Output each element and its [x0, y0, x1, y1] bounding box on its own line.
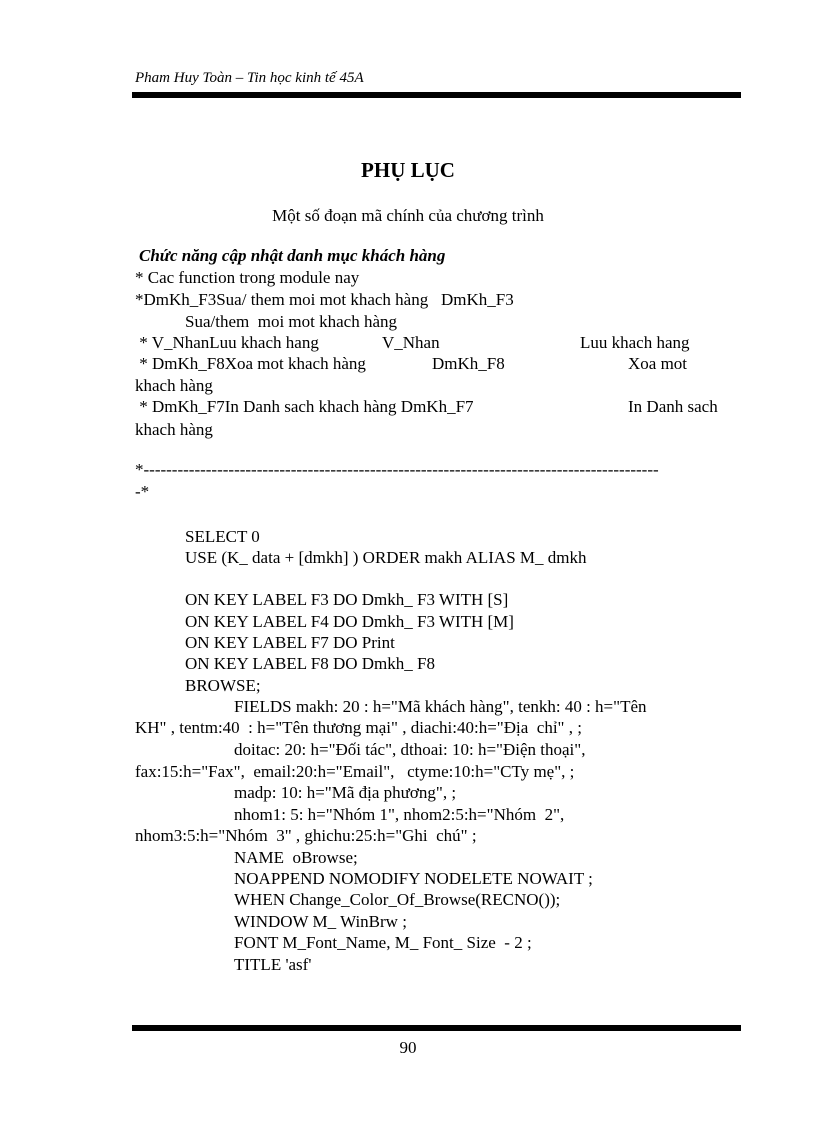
code-line: NAME oBrowse;: [234, 848, 358, 867]
code-line: TITLE 'asf': [234, 955, 312, 974]
code-line: SELECT 0: [185, 527, 260, 546]
comment-f7-cont: khach hàng: [135, 420, 213, 439]
code-line: ON KEY LABEL F8 DO Dmkh_ F8: [185, 654, 435, 673]
comment-f8-a: * DmKh_F8Xoa mot khach hàng: [135, 354, 366, 373]
code-line: BROWSE;: [185, 676, 261, 695]
comment-f8-cont: khach hàng: [135, 376, 213, 395]
comment-f8-b: DmKh_F8: [432, 354, 505, 373]
code-line: doitac: 20: h="Đối tác", dthoai: 10: h="Điện thoại",: [234, 740, 586, 759]
running-header: Pham Huy Toàn – Tin học kinh tế 45A: [135, 70, 364, 86]
code-line: FONT M_Font_Name, M_ Font_ Size - 2 ;: [234, 933, 532, 952]
section-heading: Chức năng cập nhật danh mục khách hàng: [139, 246, 446, 265]
code-line: fax:15:h="Fax", email:20:h="Email", ctyme:10:h="CTy mẹ", ;: [135, 762, 575, 781]
comment-vnhan-c: Luu khach hang: [580, 333, 690, 352]
separator-line-2: -*: [135, 482, 150, 501]
header-rule: [132, 92, 741, 98]
code-line: nhom3:5:h="Nhóm 3" , ghichu:25:h="Ghi chú" ;: [135, 826, 477, 845]
comment-f7-c: In Danh sach: [628, 397, 718, 416]
code-line: madp: 10: h="Mã địa phương", ;: [234, 783, 457, 802]
comment-intro: * Cac function trong module nay: [135, 268, 360, 287]
page-subtitle: Một số đoạn mã chính của chương trình: [272, 206, 544, 225]
code-line: ON KEY LABEL F3 DO Dmkh_ F3 WITH [S]: [185, 590, 509, 609]
comment-vnhan-b: V_Nhan: [382, 333, 440, 352]
comment-f8-c: Xoa mot: [628, 354, 688, 373]
code-line: WHEN Change_Color_Of_Browse(RECNO());: [234, 890, 561, 909]
code-line: USE (K_ data + [dmkh] ) ORDER makh ALIAS M_ dmkh: [185, 548, 587, 567]
code-line: ON KEY LABEL F7 DO Print: [185, 633, 395, 652]
comment-vnhan-a: * V_NhanLuu khach hang: [135, 333, 319, 352]
code-line: WINDOW M_ WinBrw ;: [234, 912, 407, 931]
code-line: ON KEY LABEL F4 DO Dmkh_ F3 WITH [M]: [185, 612, 514, 631]
footer-rule: [132, 1025, 741, 1031]
code-line: KH" , tentm:40 : h="Tên thương mại" , diachi:40:h="Địa chỉ" , ;: [135, 718, 582, 737]
code-line: nhom1: 5: h="Nhóm 1", nhom2:5:h="Nhóm 2",: [234, 805, 565, 824]
comment-f3-line2: Sua/them moi mot khach hàng: [185, 312, 397, 331]
code-line: NOAPPEND NOMODIFY NODELETE NOWAIT ;: [234, 869, 593, 888]
comment-f7-a: * DmKh_F7In Danh sach khach hàng DmKh_F7: [135, 397, 474, 416]
comment-f3-line1: *DmKh_F3Sua/ them moi mot khach hàng DmKh_F3: [135, 290, 514, 309]
separator-line-1: *-------------------------------------------------------------------------------------------: [135, 460, 659, 479]
page-number: 90: [399, 1038, 417, 1057]
page-title: PHỤ LỤC: [361, 158, 455, 182]
code-line: FIELDS makh: 20 : h="Mã khách hàng", tenkh: 40 : h="Tên: [234, 697, 647, 716]
